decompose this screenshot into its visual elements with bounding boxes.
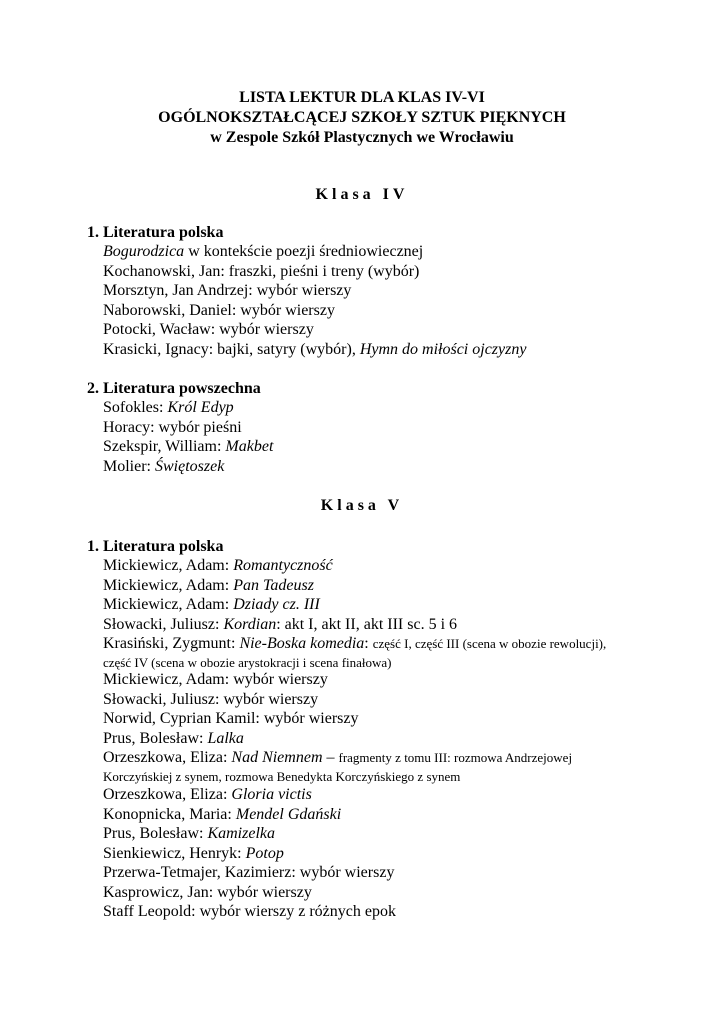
- k5-reading-item: Mickiewicz, Adam: Pan Tadeusz: [103, 577, 314, 594]
- k4-section-polish-title: 1. Literatura polska: [87, 224, 224, 241]
- klasa-v-heading: Klasa V: [320, 497, 404, 514]
- k4-world-item: Sofokles: Król Edyp: [103, 399, 234, 416]
- title-line-2: OGÓLNOKSZTAŁCĄCEJ SZKOŁY SZTUK PIĘKNYCH: [158, 109, 566, 126]
- k5-reading-item-continuation: Korczyńskiej z synem, rozmowa Benedykta Korczyńskiego z synem: [103, 769, 461, 784]
- k4-reading-item: Krasicki, Ignacy: bajki, satyry (wybór), Hymn do miłości ojczyzny: [103, 341, 527, 358]
- k5-reading-item: Przerwa-Tetmajer, Kazimierz: wybór wierszy: [103, 864, 395, 881]
- title-line-3: w Zespole Szkół Plastycznych we Wrocławiu: [210, 129, 514, 146]
- k5-reading-item: Sienkiewicz, Henryk: Potop: [103, 845, 284, 862]
- k5-reading-item: Orzeszkowa, Eliza: Gloria victis: [103, 786, 312, 803]
- k4-reading-item: Bogurodzica w kontekście poezji średniowiecznej: [103, 243, 424, 260]
- k5-reading-item: Staff Leopold: wybór wierszy z różnych epok: [103, 903, 396, 920]
- k4-reading-item: Kochanowski, Jan: fraszki, pieśni i treny (wybór): [103, 263, 420, 280]
- klasa-iv-heading: Klasa IV: [315, 186, 409, 203]
- k4-section-world-title: 2. Literatura powszechna: [87, 380, 261, 397]
- k4-world-item: Horacy: wybór pieśni: [103, 419, 242, 436]
- k4-reading-item: Morsztyn, Jan Andrzej: wybór wierszy: [103, 282, 352, 299]
- k5-reading-item: Krasiński, Zygmunt: Nie-Boska komedia: część I, część III (scena w obozie rewolucji),: [103, 635, 607, 652]
- k5-reading-item: Mickiewicz, Adam: Romantyczność: [103, 557, 333, 574]
- k5-reading-item: Prus, Bolesław: Kamizelka: [103, 825, 275, 842]
- k4-world-item: Molier: Świętoszek: [103, 458, 225, 475]
- k4-reading-item: Naborowski, Daniel: wybór wierszy: [103, 302, 335, 319]
- k5-reading-item: Mickiewicz, Adam: Dziady cz. III: [103, 596, 320, 613]
- k5-reading-item: Konopnicka, Maria: Mendel Gdański: [103, 806, 342, 823]
- k5-reading-item: Orzeszkowa, Eliza: Nad Niemnem – fragmenty z tomu III: rozmowa Andrzejowej: [103, 749, 573, 766]
- k5-reading-item: Norwid, Cyprian Kamil: wybór wierszy: [103, 710, 359, 727]
- k5-reading-item: Kasprowicz, Jan: wybór wierszy: [103, 884, 312, 901]
- k4-reading-item: Potocki, Wacław: wybór wierszy: [103, 321, 314, 338]
- title-line-1: LISTA LEKTUR DLA KLAS IV-VI: [239, 89, 485, 106]
- k4-world-item: Szekspir, William: Makbet: [103, 438, 274, 455]
- k5-reading-item: Prus, Bolesław: Lalka: [103, 730, 244, 747]
- k5-reading-item: Mickiewicz, Adam: wybór wierszy: [103, 671, 328, 688]
- k5-section-polish-title: 1. Literatura polska: [87, 538, 224, 555]
- k5-reading-item: Słowacki, Juliusz: wybór wierszy: [103, 691, 319, 708]
- k5-reading-item: Słowacki, Juliusz: Kordian: akt I, akt II, akt III sc. 5 i 6: [103, 616, 458, 633]
- k5-reading-item-continuation: część IV (scena w obozie arystokracji i scena finałowa): [103, 655, 392, 670]
